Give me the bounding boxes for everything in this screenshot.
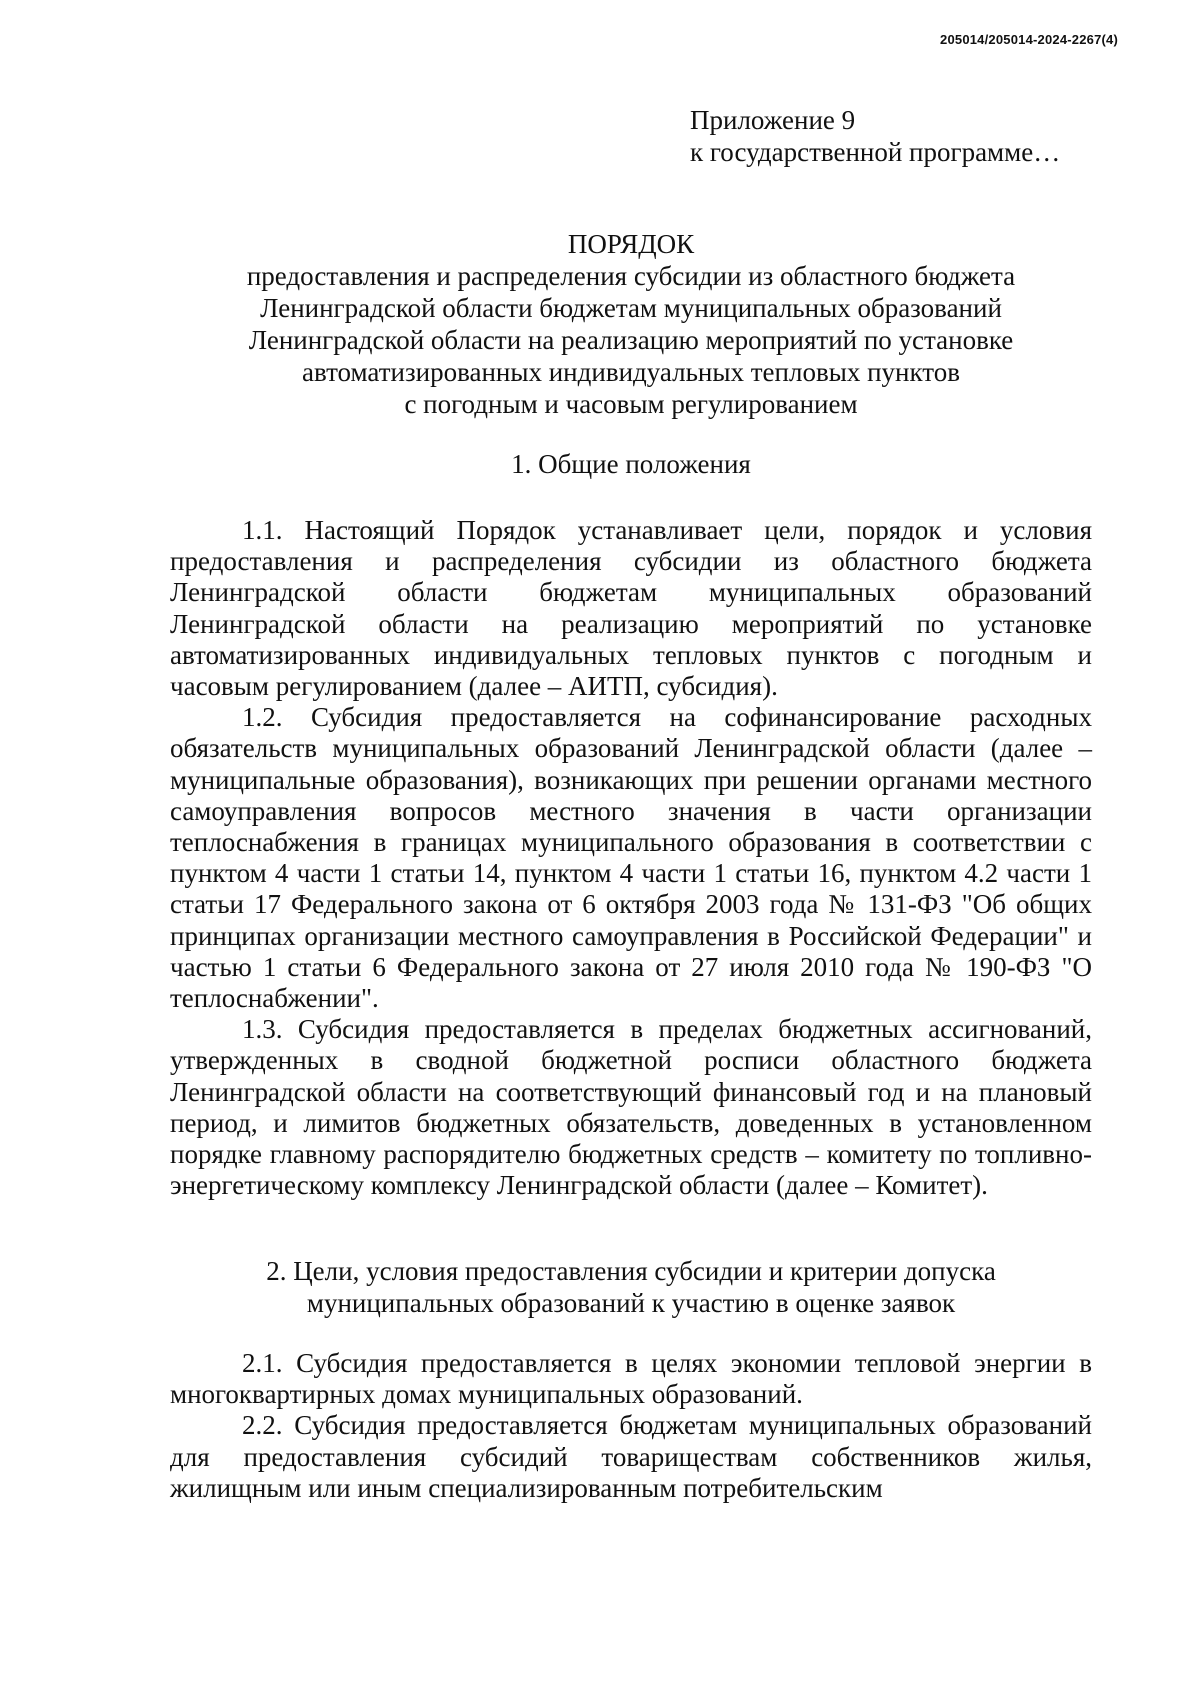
section-2-heading <box>170 1255 1092 1319</box>
paragraph-2-1: 2.1. Субсидия предоставляется в целях экономии тепловой энергии в многоквартирных домах муниципальных образований. <box>170 1348 1092 1410</box>
appendix-line-1: Приложение 9 <box>690 105 856 135</box>
paragraph-2-2: 2.2. Субсидия предоставляется бюджетам муниципальных образований для предоставления субсидий товариществам собственников жилья, жилищным или иным специализированным потребительским <box>170 1410 1092 1503</box>
document-title <box>170 228 1092 420</box>
title-line: Ленинградской области на реализацию мероприятий по установке <box>248 325 1014 355</box>
appendix-line-2: к государственной программе… <box>690 137 1061 167</box>
section-2-body <box>170 1348 1092 1504</box>
title-line: Ленинградской области бюджетам муниципальных образований <box>260 293 1002 323</box>
section-1-heading: 1. Общие положения <box>511 449 751 479</box>
paragraph-1-2: 1.2. Субсидия предоставляется на софинансирование расходных обязательств муниципальных образований Ленинградской области (далее – муниципальные образования), возникающих при решении органами местного самоуправления вопросов местного значения в части организации теплоснабжения в границах муниципального образования в соответствии с пунктом 4 части 1 статьи 14, пунктом 4 части 1 статьи 16, пунктом 4.2 части 1 статьи 17 Федерального закона от 6 октября 2003 года № 131-ФЗ "Об общих принципах организации местного самоуправления в Российской Федерации" и частью 1 статьи 6 Федерального закона от 27 июля 2010 года № 190-ФЗ "О теплоснабжении". <box>170 702 1092 1014</box>
section-2-heading-line: муниципальных образований к участию в оценке заявок <box>306 1288 956 1318</box>
title-heading: ПОРЯДОК <box>567 229 695 259</box>
section-2-heading-line: 2. Цели, условия предоставления субсидии и критерии допуска <box>266 1256 996 1286</box>
paragraph-1-3: 1.3. Субсидия предоставляется в пределах бюджетных ассигнований, утвержденных в сводной бюджетной росписи областного бюджета Ленинградской области на соответствующий финансовый год и на плановый период, и лимитов бюджетных обязательств, доведенных в установленном порядке главному распорядителю бюджетных средств – комитету по топливно-энергетическому комплексу Ленинградской области (далее – Комитет). <box>170 1014 1092 1201</box>
title-line: с погодным и часовым регулированием <box>404 389 858 419</box>
title-line: автоматизированных индивидуальных тепловых пунктов <box>302 357 960 387</box>
section-1-body <box>170 515 1092 1201</box>
paragraph-1-1: 1.1. Настоящий Порядок устанавливает цели, порядок и условия предоставления и распределения субсидии из областного бюджета Ленинградской области бюджетам муниципальных образований Ленинградской области на реализацию мероприятий по установке автоматизированных индивидуальных тепловых пунктов с погодным и часовым регулированием (далее – АИТП, субсидия). <box>170 515 1092 702</box>
appendix-note <box>690 104 1060 168</box>
document-id: 205014/205014-2024-2267(4) <box>940 32 1118 47</box>
title-line: предоставления и распределения субсидии из областного бюджета <box>246 261 1016 291</box>
